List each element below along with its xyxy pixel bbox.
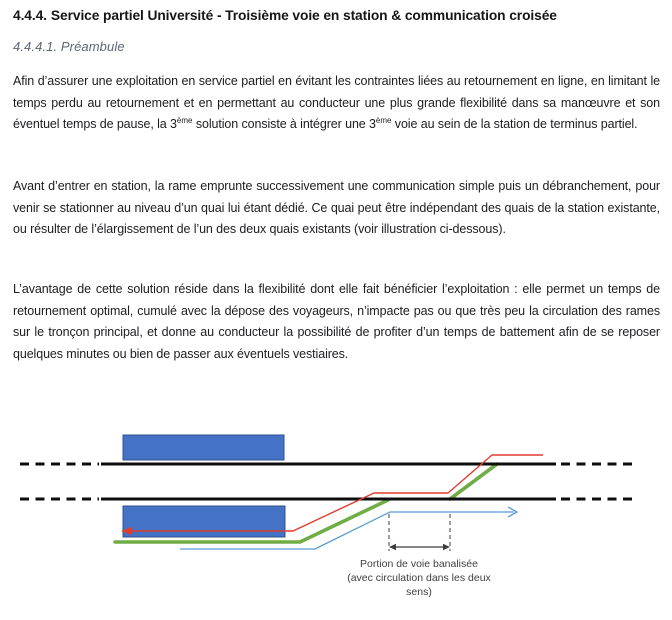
paragraph-preambule-1 bbox=[13, 71, 660, 136]
section-heading bbox=[13, 8, 660, 23]
paragraph-preambule-2: Avant d’entrer en station, la rame emprunte successivement une communication simple puis un débranchement, pour venir se stationner au niveau d’un quai lui étant dédié. Ce quai peut être indépendant des quais de la station existante, ou résulter de l’élargissement de l’un des deux quais existants (voir illustration ci-dessous). bbox=[13, 179, 660, 237]
dimension-arrowhead-right bbox=[443, 544, 450, 550]
superscript-eme: ème bbox=[176, 116, 193, 126]
section-number: 4.4.4. bbox=[13, 8, 47, 23]
paragraph-text: voie au sein de la station de terminus partiel. bbox=[391, 117, 638, 132]
paragraph-text: solution consiste à intégrer une 3 bbox=[192, 117, 376, 132]
paragraph-text: Afin d’assurer une exploitation en service partiel en évitant les contraintes liées au retournement en ligne, en limitant le temps perdu au retournement et en permettant au conducteur une plus grande flexibilité dans sa manœuvre et son éventuel temps de pause, la 3 bbox=[13, 74, 660, 132]
paragraph-preambule-3: L’avantage de cette solution réside dans la flexibilité dont elle fait bénéficier l’exploitation : elle permet un temps de retournement optimal, cumulé avec la dépose des voyageurs, n’impacte pas ou que très peu la circulation des rames sur le tronçon principal, et donne au conducteur la possibilité de profiter d’un temps de battement afin de se reposer quelques minutes ou bien de passer aux éventuels vestiaires. bbox=[13, 282, 660, 361]
subsection-heading: 4.4.4.1. Préambule bbox=[13, 39, 125, 54]
superscript-eme: ème bbox=[375, 116, 392, 126]
diagram-caption-line-3: sens) bbox=[406, 586, 432, 598]
track-diagram bbox=[0, 430, 672, 620]
track-diagram-canvas bbox=[0, 430, 672, 620]
dimension-arrowhead-left bbox=[389, 544, 396, 550]
diagram-caption-line-1: Portion de voie banalisée bbox=[360, 558, 478, 570]
platform-top bbox=[123, 435, 284, 460]
diagram-caption-line-2: (avec circulation dans les deux bbox=[347, 572, 491, 584]
section-title: Service partiel Université - Troisième voie en station & communication croisée bbox=[50, 8, 557, 23]
platform-bottom bbox=[123, 506, 285, 537]
